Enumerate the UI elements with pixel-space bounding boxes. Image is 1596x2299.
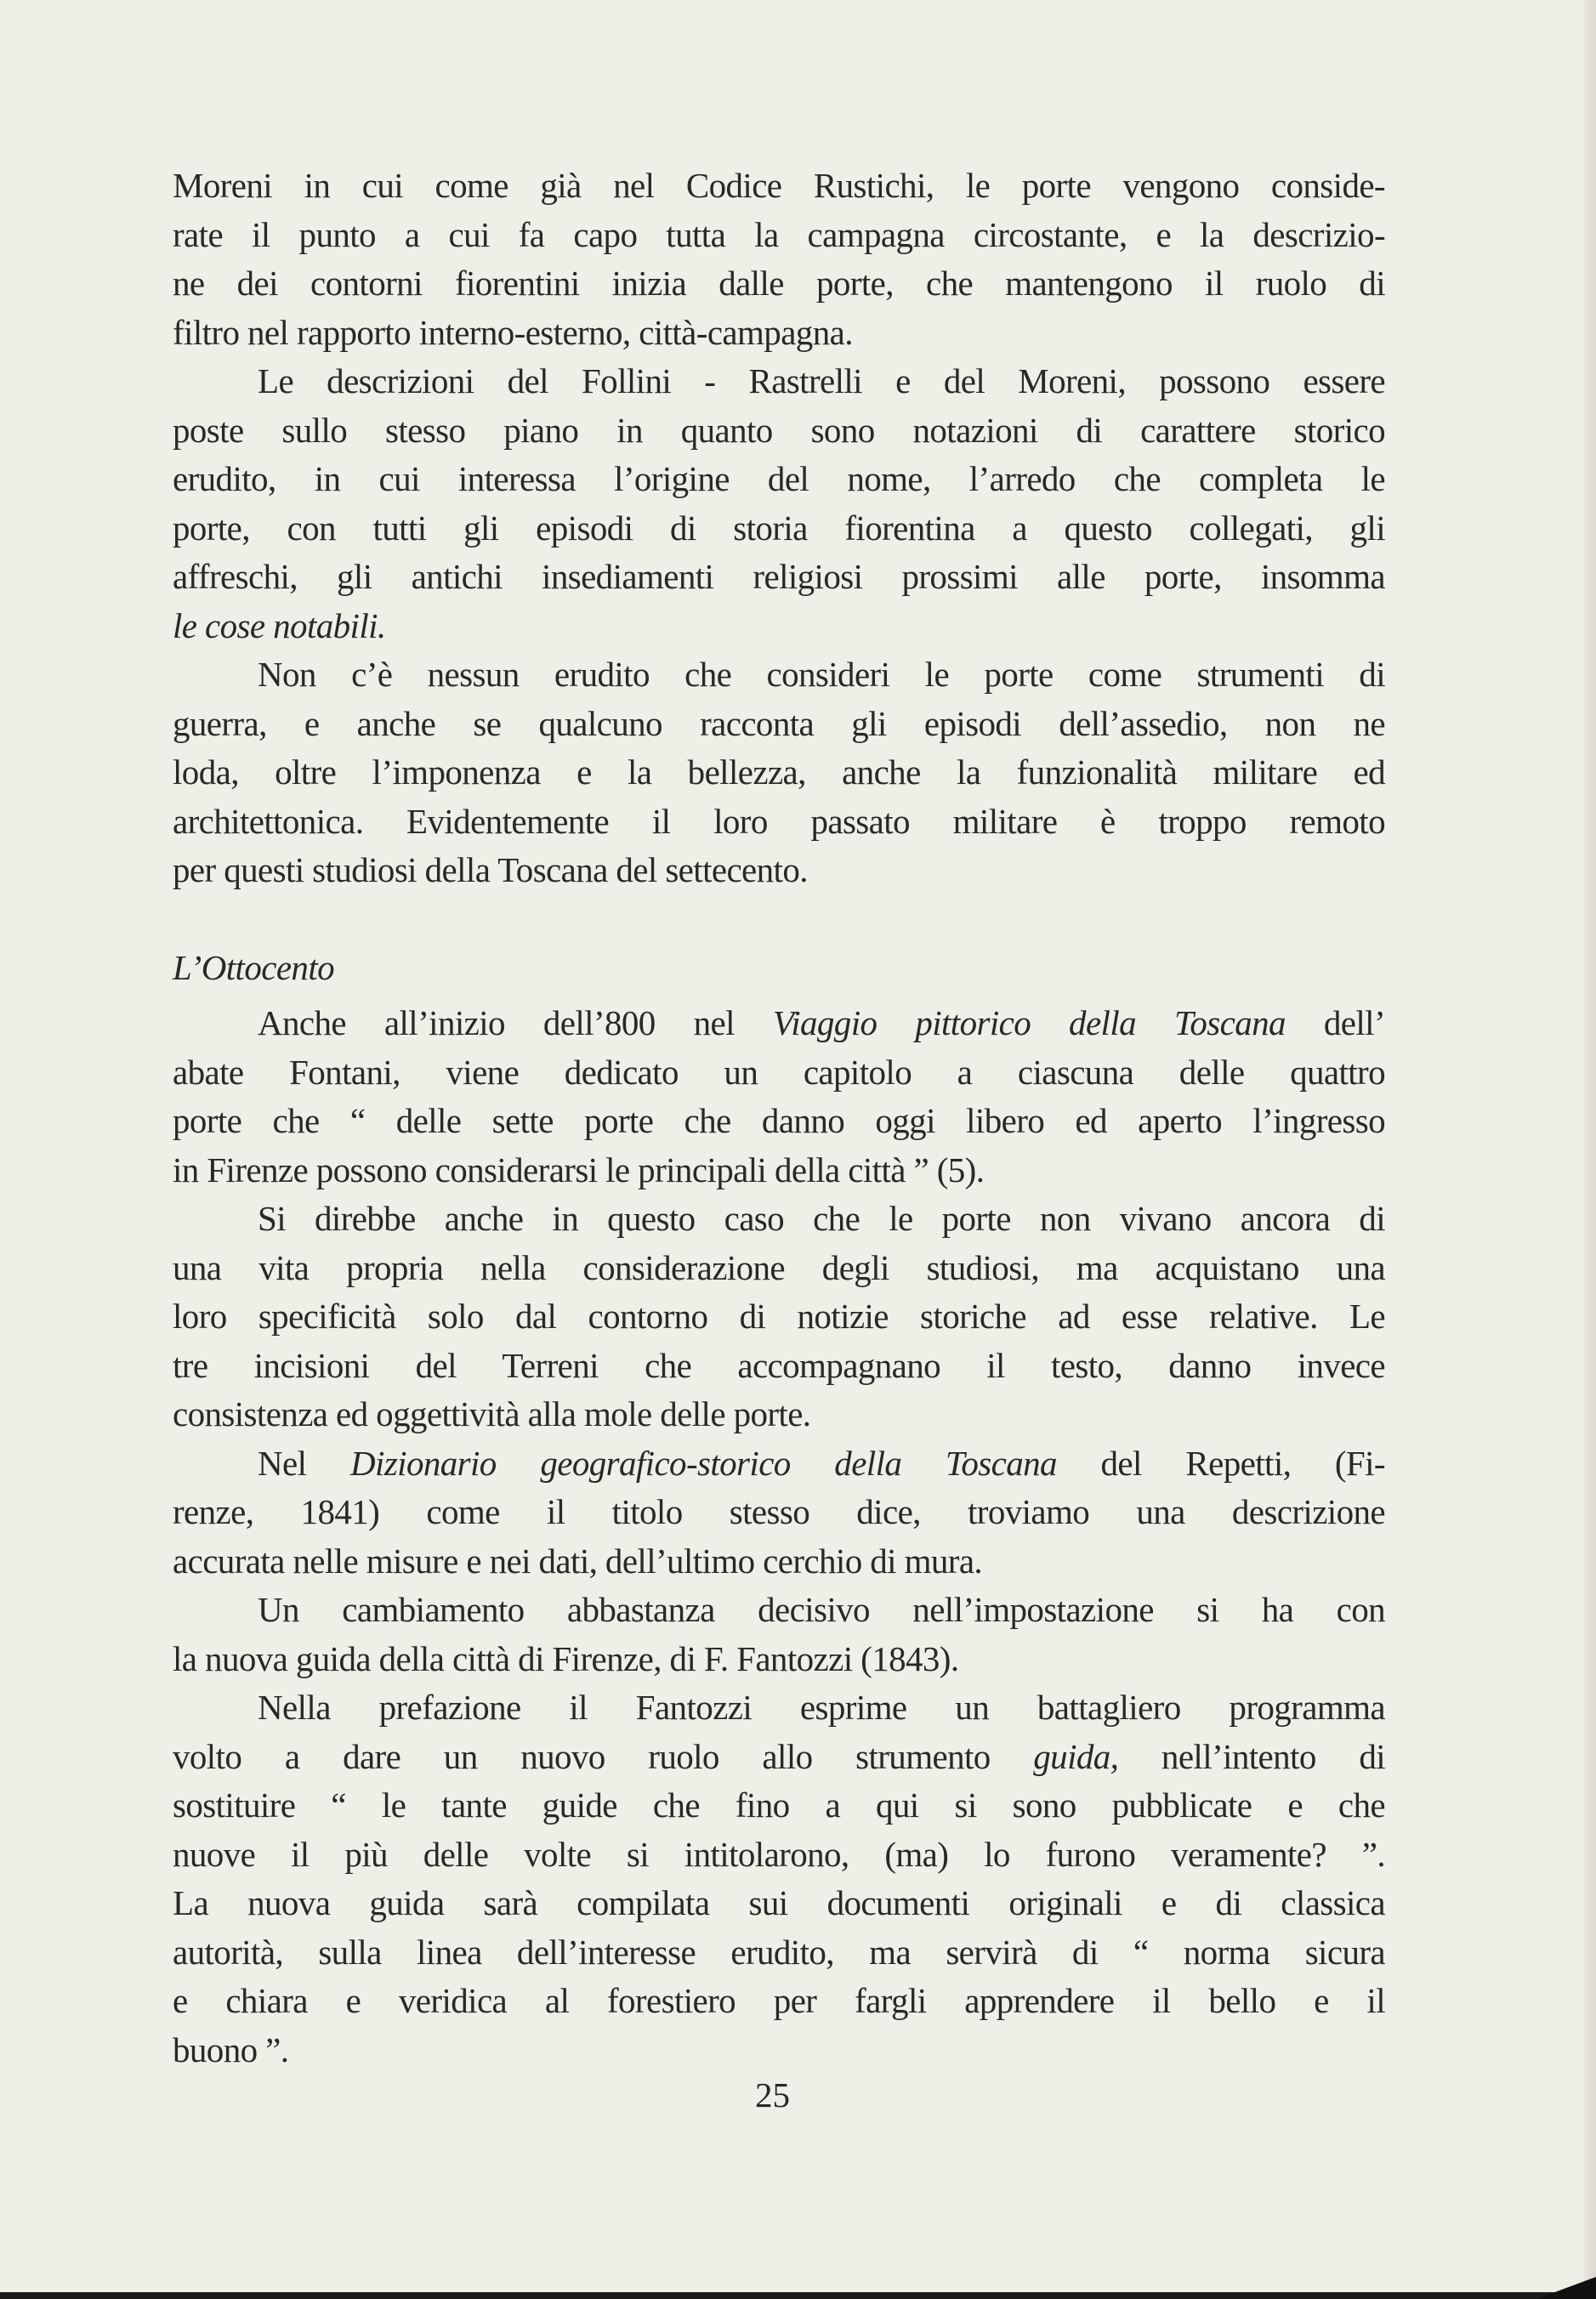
text-line xyxy=(173,1146,1385,1195)
paragraph xyxy=(173,999,1385,1195)
paragraph xyxy=(173,357,1385,650)
text-line xyxy=(173,798,1385,847)
text-line xyxy=(173,1831,1385,1880)
text-segment: del Repetti, (Fi- xyxy=(1056,1443,1385,1483)
text-segment: Nella prefazione il Fantozzi esprime un battagliero programma xyxy=(258,1688,1385,1727)
italic-text: le cose notabili. xyxy=(173,605,386,645)
text-line xyxy=(173,309,1385,358)
text-segment: porte, con tutti gli episodi di storia fiorentina a questo collegati, gli xyxy=(173,508,1385,548)
text-segment: Le descrizioni del Follini - Rastrelli e del Moreni, possono essere xyxy=(258,361,1385,400)
text-line xyxy=(173,1488,1385,1537)
text-line xyxy=(173,162,1385,211)
text-segment: ne dei contorni fiorentini inizia dalle porte, che mantengono il ruolo di xyxy=(173,264,1385,303)
italic-text: Viaggio pittorico della Toscana xyxy=(772,1003,1286,1042)
text-segment: renze, 1841) come il titolo stesso dice, troviamo una descrizione xyxy=(173,1492,1385,1531)
text-segment: volto a dare un nuovo ruolo allo strumento xyxy=(173,1736,1034,1776)
text-segment: erudito, in cui interessa l’origine del nome, l’arredo che completa le xyxy=(173,459,1385,498)
text-line xyxy=(173,406,1385,456)
text-line xyxy=(173,2026,1385,2075)
text-line xyxy=(173,1244,1385,1293)
section-spacer xyxy=(173,895,1385,944)
text-segment: in Firenze possono considerarsi le principali della città ” (5). xyxy=(173,1150,985,1189)
text-line xyxy=(173,1586,1385,1635)
text-segment: Moreni in cui come già nel Codice Rustichi, le porte vengono conside- xyxy=(173,166,1385,205)
italic-text: Dizionario geografico-storico della Toscana xyxy=(350,1443,1057,1483)
text-line xyxy=(173,999,1385,1048)
text-segment: La nuova guida sarà compilata sui documenti originali e di classica xyxy=(173,1883,1385,1922)
text-line xyxy=(173,1781,1385,1831)
text-segment: buono ”. xyxy=(173,2029,289,2069)
paragraph xyxy=(173,1439,1385,1587)
text-line xyxy=(173,1097,1385,1146)
text-segment: la nuova guida della città di Firenze, di F. Fantozzi (1843). xyxy=(173,1638,959,1678)
scan-border xyxy=(0,2292,1596,2299)
paragraph xyxy=(173,1586,1385,1683)
paragraph xyxy=(173,1683,1385,2075)
text-segment: autorità, sulla linea dell’interesse erudito, ma servirà di “ norma sicura xyxy=(173,1932,1385,1972)
text-segment: poste sullo stesso piano in quanto sono notazioni di carattere storico xyxy=(173,410,1385,450)
text-line xyxy=(173,553,1385,602)
text-line xyxy=(173,1977,1385,2026)
text-line xyxy=(173,602,1385,651)
text-segment: nell’intento di xyxy=(1118,1736,1386,1776)
text-line xyxy=(173,1048,1385,1098)
paragraph xyxy=(173,650,1385,895)
text-segment: porte che “ delle sette porte che danno oggi libero ed aperto l’ingresso xyxy=(173,1101,1385,1140)
text-line xyxy=(173,455,1385,504)
text-line xyxy=(173,1879,1385,1928)
text-segment: Anche all’inizio dell’800 nel xyxy=(258,1003,773,1042)
text-segment: affreschi, gli antichi insediamenti religiosi prossimi alle porte, insomma xyxy=(173,557,1385,596)
text-segment: e chiara e veridica al forestiero per fargli apprendere il bello e il xyxy=(173,1981,1385,2020)
text-line xyxy=(173,700,1385,749)
text-segment: architettonica. Evidentemente il loro passato militare è troppo remoto xyxy=(173,801,1385,841)
text-segment: nuove il più delle volte si intitolarono, (ma) lo furono veramente? ”. xyxy=(173,1834,1385,1874)
text-segment: una vita propria nella considerazione degli studiosi, ma acquistano una xyxy=(173,1247,1385,1287)
text-segment: dell’ xyxy=(1285,1003,1386,1042)
text-segment: tre incisioni del Terreni che accompagnano il testo, danno invece xyxy=(173,1345,1385,1385)
text-line xyxy=(173,1537,1385,1587)
text-line xyxy=(173,1195,1385,1244)
text-line xyxy=(173,357,1385,406)
text-segment: sostituire “ le tante guide che fino a qui si sono pubblicate e che xyxy=(173,1785,1385,1825)
text-line xyxy=(173,1683,1385,1733)
text-line xyxy=(173,846,1385,895)
text-line xyxy=(173,1342,1385,1391)
text-segment: abate Fontani, viene dedicato un capitolo a ciascuna delle quattro xyxy=(173,1052,1385,1092)
text-segment: accurata nelle misure e nei dati, dell’ultimo cerchio di mura. xyxy=(173,1541,983,1581)
text-segment: rate il punto a cui fa capo tutta la campagna circostante, e la descrizio- xyxy=(173,214,1385,254)
text-segment: consistenza ed oggettività alla mole delle porte. xyxy=(173,1394,811,1433)
text-segment: Non c’è nessun erudito che consideri le porte come strumenti di xyxy=(258,655,1385,694)
page-edge xyxy=(1584,0,1596,2299)
text-segment: per questi studiosi della Toscana del settecento. xyxy=(173,850,808,889)
text-line xyxy=(173,259,1385,309)
text-line xyxy=(173,504,1385,553)
section-heading: L’Ottocento xyxy=(173,947,335,987)
text-line xyxy=(173,748,1385,798)
text-line xyxy=(173,1439,1385,1489)
text-line xyxy=(173,1733,1385,1782)
text-line xyxy=(173,650,1385,700)
text-line xyxy=(173,1635,1385,1684)
scan-corner xyxy=(1536,2277,1596,2299)
text-line xyxy=(173,211,1385,260)
text-line xyxy=(173,1928,1385,1978)
italic-text: guida, xyxy=(1033,1736,1119,1776)
paragraph xyxy=(173,162,1385,357)
paragraph xyxy=(173,1195,1385,1439)
text-segment: Si direbbe anche in questo caso che le porte non vivano ancora di xyxy=(258,1199,1385,1238)
page-number: 25 xyxy=(755,2075,790,2115)
text-segment: Nel xyxy=(258,1443,351,1483)
page-body xyxy=(173,162,1385,2075)
text-segment: guerra, e anche se qualcuno racconta gli episodi dell’assedio, non ne xyxy=(173,703,1385,743)
text-segment: loda, oltre l’imponenza e la bellezza, anche la funzionalità militare ed xyxy=(173,752,1385,792)
text-segment: filtro nel rapporto interno-esterno, città-campagna. xyxy=(173,312,853,352)
text-segment: loro specificità solo dal contorno di notizie storiche ad esse relative. Le xyxy=(173,1297,1385,1336)
text-segment: Un cambiamento abbastanza decisivo nell’impostazione si ha con xyxy=(258,1590,1385,1629)
text-line xyxy=(173,1390,1385,1439)
text-line xyxy=(173,1292,1385,1342)
